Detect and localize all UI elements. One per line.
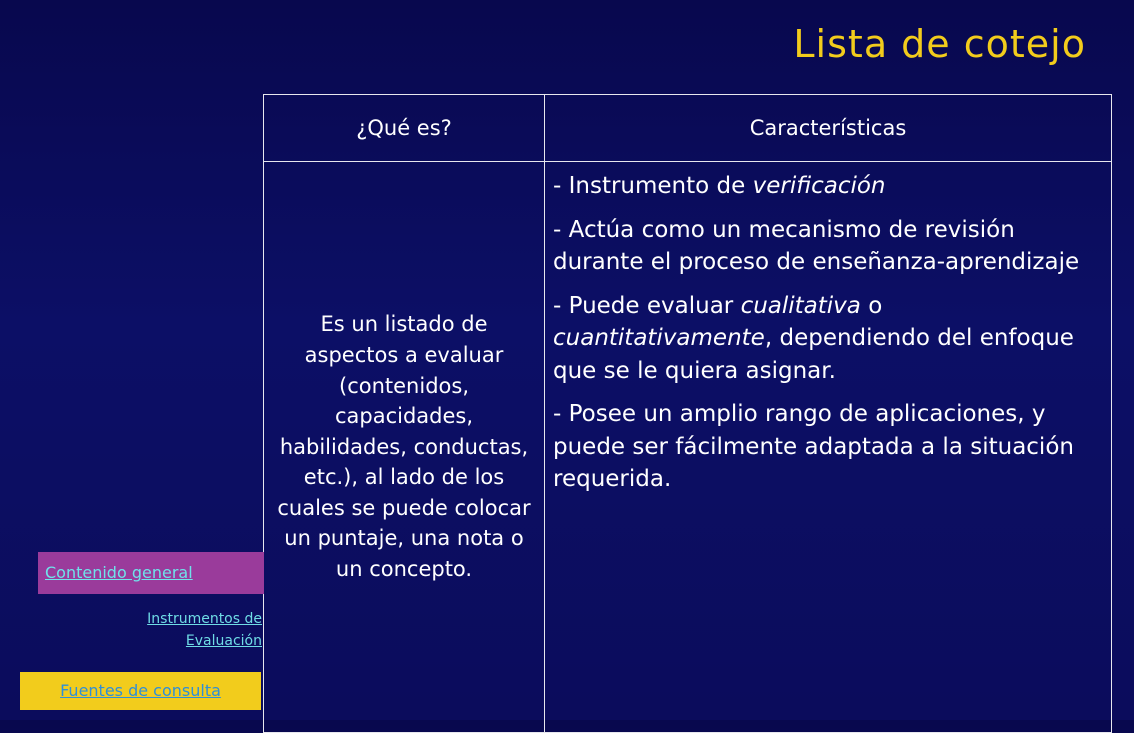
- feature-emphasis: verificación: [752, 173, 886, 199]
- feature-text: - Puede evaluar: [553, 292, 741, 319]
- feature-item-mecanismo: [553, 214, 1101, 279]
- feature-item-verificacion: [553, 170, 1101, 203]
- table-header-row: [264, 95, 1112, 162]
- header-que-es: ¿Qué es?: [264, 95, 545, 162]
- instrumentos-label-line2: Evaluación: [185, 633, 262, 649]
- feature-emphasis: cualitativa: [740, 292, 861, 319]
- feature-text: - Posee un amplio rango de aplicaciones, y puede ser fácilmente adaptada a la situación requerida.: [553, 401, 1074, 492]
- checklist-table: [263, 94, 1112, 733]
- slide-title: Lista de cotejo: [793, 22, 1086, 66]
- feature-text: - Actúa como un mecanismo de revisión durante el proceso de enseñanza-aprendizaje: [553, 216, 1080, 275]
- header-caracteristicas: Características: [545, 95, 1112, 162]
- feature-text: - Instrumento de: [553, 173, 753, 199]
- feature-emphasis: cuantitativamente: [553, 325, 765, 351]
- fuentes-consulta-link[interactable]: Fuentes de consulta: [20, 672, 261, 710]
- instrumentos-evaluacion-link[interactable]: [90, 608, 262, 652]
- instrumentos-label-line1: Instrumentos de: [147, 611, 262, 627]
- contenido-general-link[interactable]: Contenido general: [38, 552, 264, 594]
- feature-item-aplicaciones: [553, 398, 1101, 496]
- definition-cell: Es un listado de aspectos a evaluar (contenidos, capacidades, habilidades, conductas, etc.), al lado de los cuales se puede colocar un puntaje, una nota o un concepto.: [264, 162, 545, 733]
- feature-text: , dependiendo del enfoque que se le quiera asignar.: [553, 325, 1074, 384]
- features-cell: [545, 162, 1112, 733]
- table-row: [264, 162, 1112, 733]
- feature-text: o: [860, 292, 883, 319]
- feature-item-evaluar: [553, 290, 1101, 388]
